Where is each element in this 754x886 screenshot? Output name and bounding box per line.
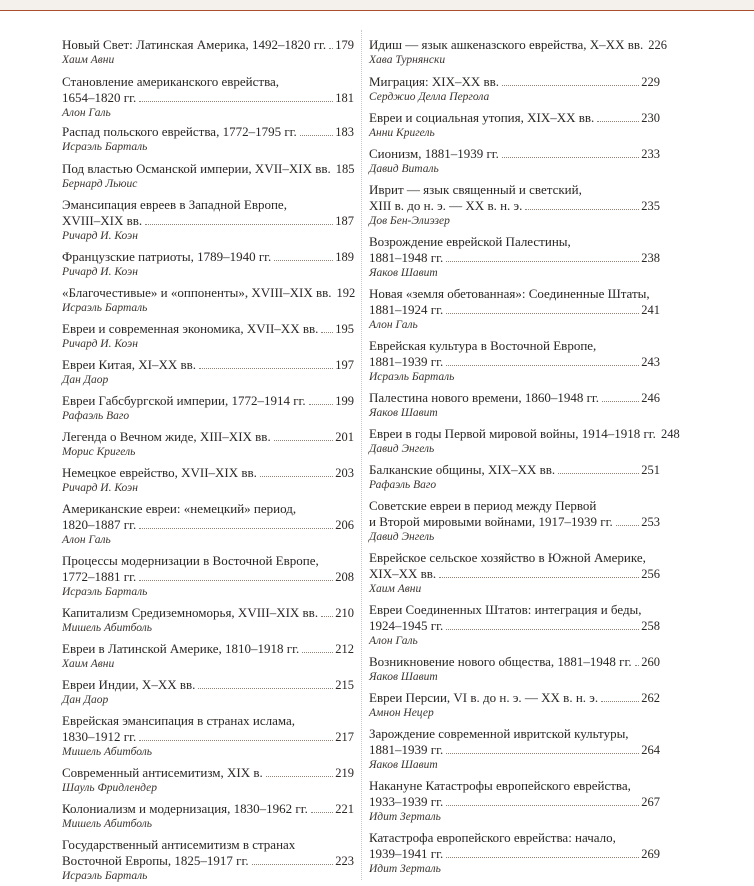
toc-title-line xyxy=(62,249,354,265)
dot-leader xyxy=(446,753,639,754)
dot-leader xyxy=(558,473,639,474)
page-number: 203 xyxy=(335,466,354,480)
toc-author: Алон Галь xyxy=(369,635,418,647)
toc-title-text: Капитализм Средиземноморья, XVIII–XIX вв. xyxy=(62,605,319,620)
page-number: 181 xyxy=(335,91,354,105)
toc-title-text: Евреи и современная экономика, XVII–XX вв. xyxy=(62,321,319,336)
toc-author: Ричард И. Коэн xyxy=(62,482,138,494)
toc-entry[interactable] xyxy=(62,801,354,831)
page-number: 217 xyxy=(335,730,354,744)
toc-title-line xyxy=(369,426,680,442)
toc-title-text: Еврейская эмансипация в странах ислама, xyxy=(62,713,296,728)
toc-title-text: Восточной Европы, 1825–1917 гг. xyxy=(62,853,249,868)
toc-entry[interactable] xyxy=(62,37,354,67)
dot-leader xyxy=(446,365,639,366)
page-number: 267 xyxy=(641,795,660,809)
toc-title-text: 1830–1912 гг. xyxy=(62,729,137,744)
toc-author: Яаков Шавит xyxy=(369,407,438,419)
toc-entry[interactable] xyxy=(62,249,354,279)
dot-leader xyxy=(274,260,333,261)
toc-author: Давид Энгель xyxy=(369,531,435,543)
toc-title-line xyxy=(369,566,660,582)
toc-author: Ричард И. Коэн xyxy=(62,338,138,350)
toc-title-line xyxy=(369,846,660,862)
toc-title-line xyxy=(62,677,354,693)
toc-title-line xyxy=(62,713,354,729)
toc-title-text: Евреи Габсбургской империи, 1772–1914 гг. xyxy=(62,393,306,408)
toc-author: Дан Даор xyxy=(62,374,109,386)
toc-title-line xyxy=(62,90,354,106)
toc-entry[interactable] xyxy=(62,765,354,795)
toc-title-text: Возрождение еврейской Палестины, xyxy=(369,234,571,249)
toc-entry[interactable] xyxy=(369,234,660,280)
toc-title-line xyxy=(369,618,660,634)
page-number: 253 xyxy=(641,515,660,529)
toc-title-line xyxy=(62,393,354,409)
toc-title-text: Евреи Индии, X–XX вв. xyxy=(62,677,196,692)
toc-title-text: Государственный антисемитизм в странах xyxy=(62,837,296,852)
toc-title-text: Процессы модернизации в Восточной Европе, xyxy=(62,553,319,568)
toc-title-line xyxy=(369,234,660,250)
dot-leader xyxy=(321,616,333,617)
toc-author: Мишель Абитболь xyxy=(62,622,152,634)
toc-title-line xyxy=(369,302,660,318)
toc-title-text: XIX–XX вв. xyxy=(369,566,437,581)
toc-title-line xyxy=(62,285,354,301)
toc-title-line xyxy=(369,778,660,794)
toc-entry[interactable] xyxy=(62,393,354,423)
toc-title-line xyxy=(369,514,660,530)
toc-title-text: 1939–1941 гг. xyxy=(369,846,444,861)
page-number: 219 xyxy=(335,766,354,780)
toc-author: Алон Галь xyxy=(369,319,418,331)
toc-title-line xyxy=(62,37,354,53)
page-number: 199 xyxy=(335,394,354,408)
dot-leader xyxy=(311,812,333,813)
toc-title-line xyxy=(62,517,354,533)
dot-leader xyxy=(439,577,639,578)
dot-leader xyxy=(139,528,333,529)
toc-author: Морис Кригель xyxy=(62,446,136,458)
dot-leader xyxy=(329,48,333,49)
toc-author: Давид Энгель xyxy=(369,443,435,455)
page-number: 256 xyxy=(641,567,660,581)
toc-author: Мишель Абитболь xyxy=(62,746,152,758)
toc-title-text: Евреи Персии, VI в. до н. э. — XX в. н. э. xyxy=(369,690,599,705)
toc-author: Хаим Авни xyxy=(369,583,422,595)
toc-title-line xyxy=(369,146,660,162)
toc-entry[interactable] xyxy=(369,654,660,684)
toc-entry[interactable] xyxy=(369,690,660,720)
dot-leader xyxy=(309,404,334,405)
toc-entry[interactable] xyxy=(369,37,667,67)
page-number: 262 xyxy=(641,691,660,705)
dot-leader xyxy=(139,101,333,102)
toc-author: Серджио Делла Пергола xyxy=(369,91,490,103)
page-number: 233 xyxy=(641,147,660,161)
toc-title-line xyxy=(62,729,354,745)
toc-entry[interactable] xyxy=(369,830,660,876)
toc-author: Давид Виталь xyxy=(369,163,439,175)
page-number: 243 xyxy=(641,355,660,369)
toc-title-line xyxy=(62,765,354,781)
toc-title-text: Легенда о Вечном жиде, XIII–XIX вв. xyxy=(62,429,271,444)
toc-entry[interactable] xyxy=(62,74,354,120)
dot-leader xyxy=(266,776,334,777)
toc-title-line xyxy=(369,498,660,514)
toc-title-text: Евреи Китая, XI–XX вв. xyxy=(62,357,197,372)
toc-title-text: XIII в. до н. э. — XX в. н. э. xyxy=(369,198,523,213)
toc-title-text: Немецкое еврейство, XVII–XIX вв. xyxy=(62,465,257,480)
toc-title-line xyxy=(62,429,354,445)
page-number: 187 xyxy=(335,214,354,228)
toc-entry[interactable] xyxy=(62,161,354,191)
toc-title-text: Возникновение нового общества, 1881–1948 гг. xyxy=(369,654,632,669)
toc-title-text: Иврит — язык священный и светский, xyxy=(369,182,582,197)
toc-title-text: Миграция: XIX–XX вв. xyxy=(369,74,500,89)
toc-title-line xyxy=(62,553,354,569)
toc-entry[interactable] xyxy=(62,641,354,671)
toc-title-text: Евреи в Латинской Америке, 1810–1918 гг. xyxy=(62,641,300,656)
toc-title-line xyxy=(369,690,660,706)
toc-title-text: 1881–1924 гг. xyxy=(369,302,444,317)
toc-title-text: Становление американского еврейства, xyxy=(62,74,280,89)
toc-author: Алон Галь xyxy=(62,534,111,546)
dot-leader xyxy=(300,135,333,136)
toc-title-line xyxy=(62,853,354,869)
toc-title-line xyxy=(62,161,354,177)
page-number: 226 xyxy=(648,38,667,52)
toc-author: Анни Кригель xyxy=(369,127,435,139)
toc-entry[interactable] xyxy=(369,110,660,140)
toc-entry[interactable] xyxy=(62,285,354,315)
toc-title-line xyxy=(369,726,660,742)
page-number: 206 xyxy=(335,518,354,532)
toc-title-text: Накануне Катастрофы европейского еврейства, xyxy=(369,778,631,793)
toc-author: Яаков Шавит xyxy=(369,267,438,279)
toc-title-text: Распад польского еврейства, 1772–1795 гг. xyxy=(62,124,297,139)
toc-title-text: Идиш — язык ашкеназского еврейства, X–XX вв. xyxy=(369,37,644,52)
toc-entry[interactable] xyxy=(369,498,660,544)
dot-leader xyxy=(198,688,333,689)
page-number: 241 xyxy=(641,303,660,317)
toc-author: Бернард Льюис xyxy=(62,178,138,190)
page-number: 230 xyxy=(641,111,660,125)
dot-leader xyxy=(321,332,333,333)
toc-author: Амнон Нецер xyxy=(369,707,434,719)
dot-leader xyxy=(502,157,639,158)
page-number: 251 xyxy=(641,463,660,477)
toc-entry[interactable] xyxy=(369,182,660,228)
toc-title-line xyxy=(369,338,660,354)
page-number: 223 xyxy=(335,854,354,868)
page-number: 210 xyxy=(335,606,354,620)
toc-title-text: Сионизм, 1881–1939 гг. xyxy=(369,146,499,161)
toc-title-text: Еврейская культура в Восточной Европе, xyxy=(369,338,597,353)
toc-title-text: 1881–1939 гг. xyxy=(369,742,444,757)
page-number: 192 xyxy=(336,286,356,300)
toc-author: Яаков Шавит xyxy=(369,759,438,771)
toc-title-line xyxy=(369,286,660,302)
toc-title-line xyxy=(369,390,660,406)
toc-entry[interactable] xyxy=(369,338,660,384)
toc-author: Исраэль Барталь xyxy=(62,141,148,153)
toc-title-line xyxy=(369,110,660,126)
toc-entry[interactable] xyxy=(62,605,354,635)
toc-title-text: Евреи и социальная утопия, XIX–XX вв. xyxy=(369,110,595,125)
toc-author: Ричард И. Коэн xyxy=(62,230,138,242)
toc-author: Алон Галь xyxy=(62,107,111,119)
toc-title-line xyxy=(62,357,354,373)
toc-title-text: Новая «земля обетованная»: Соединенные Штаты, xyxy=(369,286,650,301)
page-number: 260 xyxy=(641,655,660,669)
toc-title-text: Балканские общины, XIX–XX вв. xyxy=(369,462,556,477)
page-number: 246 xyxy=(641,391,660,405)
toc-title-text: Евреи Соединенных Штатов: интеграция и беды, xyxy=(369,602,642,617)
dot-leader xyxy=(199,368,333,369)
toc-entry[interactable] xyxy=(62,124,354,154)
toc-title-line xyxy=(369,37,667,53)
toc-entry[interactable] xyxy=(62,553,354,599)
toc-title-text: 1820–1887 гг. xyxy=(62,517,137,532)
top-rule xyxy=(0,0,754,11)
dot-leader xyxy=(525,209,639,210)
toc-author: Идит Зерталь xyxy=(369,811,441,823)
page-number: 185 xyxy=(335,162,355,176)
toc-author: Исраэль Барталь xyxy=(62,870,148,882)
toc-author: Хаим Авни xyxy=(62,54,115,66)
toc-author: Дов Бен-Элиэзер xyxy=(369,215,450,227)
toc-title-line xyxy=(369,602,660,618)
toc-author: Ричард И. Коэн xyxy=(62,266,138,278)
toc-author: Идит Зерталь xyxy=(369,863,441,875)
toc-title-text: Французские патриоты, 1789–1940 гг. xyxy=(62,249,272,264)
dot-leader xyxy=(601,701,639,702)
toc-entry[interactable] xyxy=(369,550,660,596)
dot-leader xyxy=(145,224,333,225)
toc-title-line xyxy=(62,801,354,817)
toc-title-line xyxy=(369,830,660,846)
toc-title-text: Советские евреи в период между Первой xyxy=(369,498,597,513)
dot-leader xyxy=(446,261,639,262)
toc-entry[interactable] xyxy=(62,465,354,495)
toc-title-text: Еврейское сельское хозяйство в Южной Америке, xyxy=(369,550,646,565)
toc-entry[interactable] xyxy=(62,501,354,547)
toc-title-line xyxy=(369,550,660,566)
toc-title-text: Американские евреи: «немецкий» период, xyxy=(62,501,297,516)
toc-title-line xyxy=(62,74,354,90)
page-number: 195 xyxy=(335,322,354,336)
toc-entry[interactable] xyxy=(369,426,680,456)
toc-title-text: 1924–1945 гг. xyxy=(369,618,444,633)
dot-leader xyxy=(602,401,639,402)
toc-title-text: 1881–1948 гг. xyxy=(369,250,444,265)
toc-entry[interactable] xyxy=(369,286,660,332)
toc-author: Шауль Фридлендер xyxy=(62,782,157,794)
toc-title-line xyxy=(369,74,660,90)
toc-title-line xyxy=(62,213,354,229)
page-number: 208 xyxy=(335,570,354,584)
toc-entry[interactable] xyxy=(62,837,354,883)
toc-entry[interactable] xyxy=(62,321,354,351)
toc-title-text: 1654–1820 гг. xyxy=(62,90,137,105)
dot-leader xyxy=(252,864,334,865)
toc-title-line xyxy=(369,794,660,810)
toc-entry[interactable] xyxy=(369,726,660,772)
toc-entry[interactable] xyxy=(369,602,660,648)
toc-title-line xyxy=(62,605,354,621)
page-number: 215 xyxy=(335,678,354,692)
toc-title-text: и Второй мировыми войнами, 1917–1939 гг. xyxy=(369,514,613,529)
page-number: 264 xyxy=(641,743,660,757)
toc-author: Рафаэль Ваго xyxy=(62,410,130,422)
page-number: 179 xyxy=(335,38,354,52)
toc-entry[interactable] xyxy=(62,713,354,759)
toc-title-line xyxy=(62,321,354,337)
page-number: 183 xyxy=(335,125,354,139)
page-number: 212 xyxy=(335,642,354,656)
toc-title-text: Евреи в годы Первой мировой войны, 1914–1918 гг. xyxy=(369,426,656,441)
dot-leader xyxy=(446,629,639,630)
page-number: 201 xyxy=(335,430,354,444)
toc-title-text: 1772–1881 гг. xyxy=(62,569,137,584)
dot-leader xyxy=(260,476,333,477)
dot-leader xyxy=(446,857,639,858)
toc-title-text: «Благочестивые» и «оппоненты», XVIII–XIX вв. xyxy=(62,285,332,300)
toc-entry[interactable] xyxy=(369,146,660,176)
page-number: 235 xyxy=(641,199,660,213)
toc-entry[interactable] xyxy=(369,390,660,420)
toc-title-text: 1881–1939 гг. xyxy=(369,354,444,369)
toc-title-line xyxy=(62,569,354,585)
column-divider xyxy=(361,30,362,880)
toc-entry[interactable] xyxy=(62,677,354,707)
toc-title-line xyxy=(62,465,354,481)
toc-title-line xyxy=(62,641,354,657)
toc-entry[interactable] xyxy=(369,74,660,104)
toc-title-line xyxy=(369,742,660,758)
dot-leader xyxy=(635,665,640,666)
toc-entry[interactable] xyxy=(62,429,354,459)
toc-author: Рафаэль Ваго xyxy=(369,479,437,491)
dot-leader xyxy=(502,85,639,86)
dot-leader xyxy=(446,313,639,314)
toc-title-text: Колониализм и модернизация, 1830–1962 гг. xyxy=(62,801,308,816)
toc-title-line xyxy=(62,197,354,213)
toc-entry[interactable] xyxy=(62,357,354,387)
toc-author: Хава Турнянски xyxy=(369,54,446,66)
page-number: 258 xyxy=(641,619,660,633)
toc-title-text: Палестина нового времени, 1860–1948 гг. xyxy=(369,390,600,405)
toc-title-text: Зарождение современной ивритской культуры, xyxy=(369,726,629,741)
page-number: 189 xyxy=(335,250,354,264)
toc-author: Хаим Авни xyxy=(62,658,115,670)
page-number: 197 xyxy=(335,358,354,372)
toc-author: Дан Даор xyxy=(62,694,109,706)
page-number: 238 xyxy=(641,251,660,265)
toc-title-text: XVIII–XIX вв. xyxy=(62,213,143,228)
toc-title-text: 1933–1939 гг. xyxy=(369,794,444,809)
dot-leader xyxy=(446,805,639,806)
toc-title-line xyxy=(62,124,354,140)
toc-author: Исраэль Барталь xyxy=(62,302,148,314)
toc-title-line xyxy=(369,250,660,266)
toc-author: Яаков Шавит xyxy=(369,671,438,683)
dot-leader xyxy=(302,652,333,653)
toc-author: Исраэль Барталь xyxy=(62,586,148,598)
toc-title-line xyxy=(369,198,660,214)
page-number: 221 xyxy=(335,802,354,816)
toc-title-line xyxy=(62,501,354,517)
toc-title-text: Современный антисемитизм, XIX в. xyxy=(62,765,263,780)
toc-entry[interactable] xyxy=(369,462,660,492)
dot-leader xyxy=(597,121,639,122)
dot-leader xyxy=(139,580,333,581)
toc-entry[interactable] xyxy=(369,778,660,824)
dot-leader xyxy=(616,525,640,526)
toc-title-line xyxy=(369,462,660,478)
toc-author: Мишель Абитболь xyxy=(62,818,152,830)
toc-title-line xyxy=(369,354,660,370)
page-number: 248 xyxy=(660,427,680,441)
dot-leader xyxy=(274,440,334,441)
page-number: 229 xyxy=(641,75,660,89)
dot-leader xyxy=(139,740,333,741)
toc-title-line xyxy=(369,654,660,670)
page-number: 269 xyxy=(641,847,660,861)
toc-title-line xyxy=(62,837,354,853)
toc-title-text: Новый Свет: Латинская Америка, 1492–1820 гг. xyxy=(62,37,327,52)
toc-author: Исраэль Барталь xyxy=(369,371,455,383)
toc-title-text: Эмансипация евреев в Западной Европе, xyxy=(62,197,287,212)
toc-title-text: Катастрофа европейского еврейства: начало, xyxy=(369,830,616,845)
toc-title-text: Под властью Османской империи, XVII–XIX вв. xyxy=(62,161,331,176)
toc-entry[interactable] xyxy=(62,197,354,243)
toc-title-line xyxy=(369,182,660,198)
